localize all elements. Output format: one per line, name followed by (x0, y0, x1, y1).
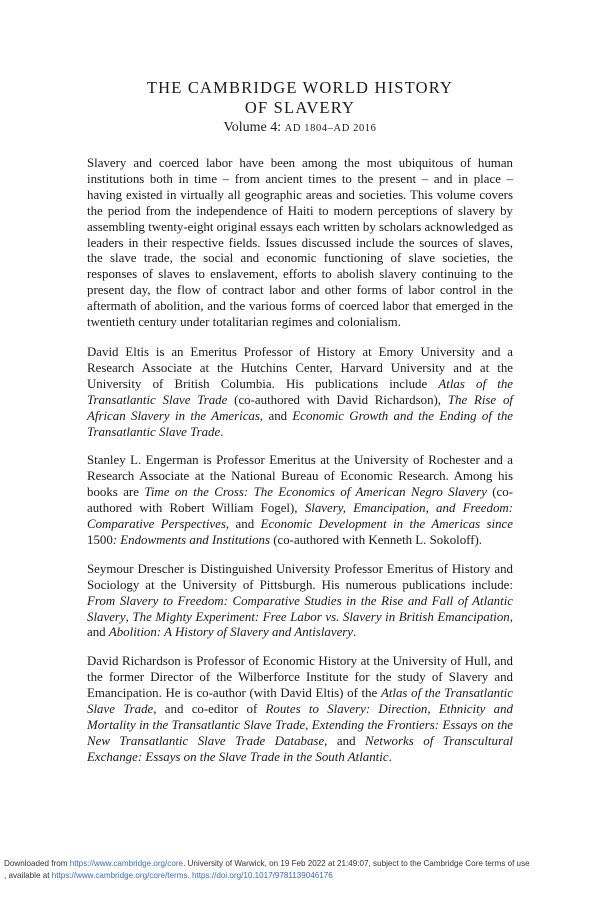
book-title: From Slavery to Freedom: Comparative Studies in the Rise and Fall of Atlantic Slavery (87, 593, 513, 624)
volume-description: Slavery and coerced labor have been among the most ubiquitous of human institutions both in time – from ancient times to the present – and in place – having existed in virtually all geographic areas and societies. This volume covers the period from the independence of Haiti to modern perceptions of slavery by assembling twenty-eight original essays each written by scholars acknowledged as leaders in their respective fields. Issues discussed include the sources of slaves, the slave trade, the social and economic functioning of slave societies, the responses of slaves to enslavement, efforts to abolish slavery continuing to the present day, the flow of contract labor and other forms of labor control in the aftermath of abolition, and the various forms of coerced labor that emerged in the twentieth century under totalitarian regimes and colonialism. (87, 156, 513, 330)
footer-line-2 (4, 870, 598, 882)
book-title: Economic Development in the Americas since (260, 517, 514, 532)
bio-text: , and (225, 517, 261, 532)
book-title: Atlas of the Transatlantic Slave Trade (87, 376, 513, 407)
book-title: Abolition: A History of Slavery and Antislavery (108, 625, 354, 640)
bio-text: , (305, 718, 312, 732)
footer-line-1 (4, 858, 598, 870)
core-link[interactable]: https://www.cambridge.org/core (69, 859, 184, 868)
book-title: : Endowments and Institutions (112, 532, 270, 547)
page-header (0, 78, 600, 138)
volume-date-range: AD 1804–AD 2016 (284, 123, 377, 134)
bio-text: , and (87, 609, 513, 640)
bio-text: Seymour Drescher is Distinguished University Professor Emeritus of History and Sociology at the University of Pittsburgh. His numerous publications include: (87, 561, 513, 592)
bio-text: (co-authored with David Richardson), (227, 392, 448, 407)
bio-text: (co-authored with Kenneth L. Sokoloff). (269, 532, 483, 547)
bio-eltis (87, 345, 513, 440)
book-title: Economic Growth and the Ending of the Transatlantic Slave Trade (87, 408, 514, 439)
bio-text: David Eltis is an Emeritus Professor of History at Emory University and a Research Associate at the Hutchins Center, Harvard University and at the University of British Columbia. His publications include (87, 344, 513, 391)
bio-text: , and (324, 733, 366, 748)
download-footer (4, 858, 598, 882)
footer-text: Downloaded from (4, 859, 70, 868)
doi-link[interactable]: . https://doi.org/10.1017/9781139046176 (187, 871, 333, 880)
book-title: Time on the Cross: The Economics of American Negro Slavery (144, 485, 487, 500)
book-title: Extending the Frontiers: Essays on the New Transatlantic Slave Trade Database (87, 718, 513, 748)
terms-link[interactable]: https://www.cambridge.org/core/terms (51, 871, 188, 880)
series-title-line-2: OF SLAVERY (244, 98, 356, 117)
bio-text: , and (259, 408, 293, 423)
bio-engerman (87, 453, 513, 548)
bio-text: . (388, 749, 392, 764)
bio-text: David Richardson is Professor of Economic History at the University of Hull, and the former Director of the Wilberforce Institute for the study of Slavery and Emancipation. He is co-author (with David Eltis) of the (87, 654, 513, 701)
book-title: The Rise of African Slavery in the Americas (87, 392, 513, 423)
book-title: Atlas of the Transatlantic Slave Trade (87, 686, 513, 717)
bio-text: . (220, 424, 224, 439)
bio-text: , (125, 609, 133, 624)
series-title-line-1: THE CAMBRIDGE WORLD HISTORY (146, 78, 454, 97)
volume-prefix: Volume 4: (223, 120, 285, 135)
bio-text: , and co-editor of (153, 702, 266, 717)
footer-text: . University of Warwick, on 19 Feb 2022 at 21:49:07, subject to the Cambridge Core terms of use (183, 859, 530, 868)
volume-subtitle (0, 119, 600, 138)
book-title: Routes to Slavery: Direction, Ethnicity and Mortality in the Transatlantic Slave Trade (87, 702, 514, 732)
footer-text: , available at (4, 871, 52, 880)
bio-richardson (87, 654, 513, 765)
book-title: Networks of Transcultural Exchange: Essays on the Slave Trade in the South Atlantic (87, 733, 514, 764)
book-title-year: 1500 (87, 532, 113, 547)
bio-text: Stanley L. Engerman is Professor Emeritus at the University of Rochester and a Research Associate at the National Bureau of Economic Research. Among his books are (87, 453, 513, 500)
bio-text: (co-authored with Robert William Fogel), (87, 485, 514, 516)
book-title: The Mighty Experiment: Free Labor vs. Slavery in British Emancipation (132, 609, 510, 624)
page-body (87, 156, 513, 779)
book-title: Slavery, Emancipation, and Freedom: Comparative Perspectives (87, 501, 514, 532)
bio-text: . (353, 625, 357, 640)
bio-drescher (87, 562, 513, 642)
